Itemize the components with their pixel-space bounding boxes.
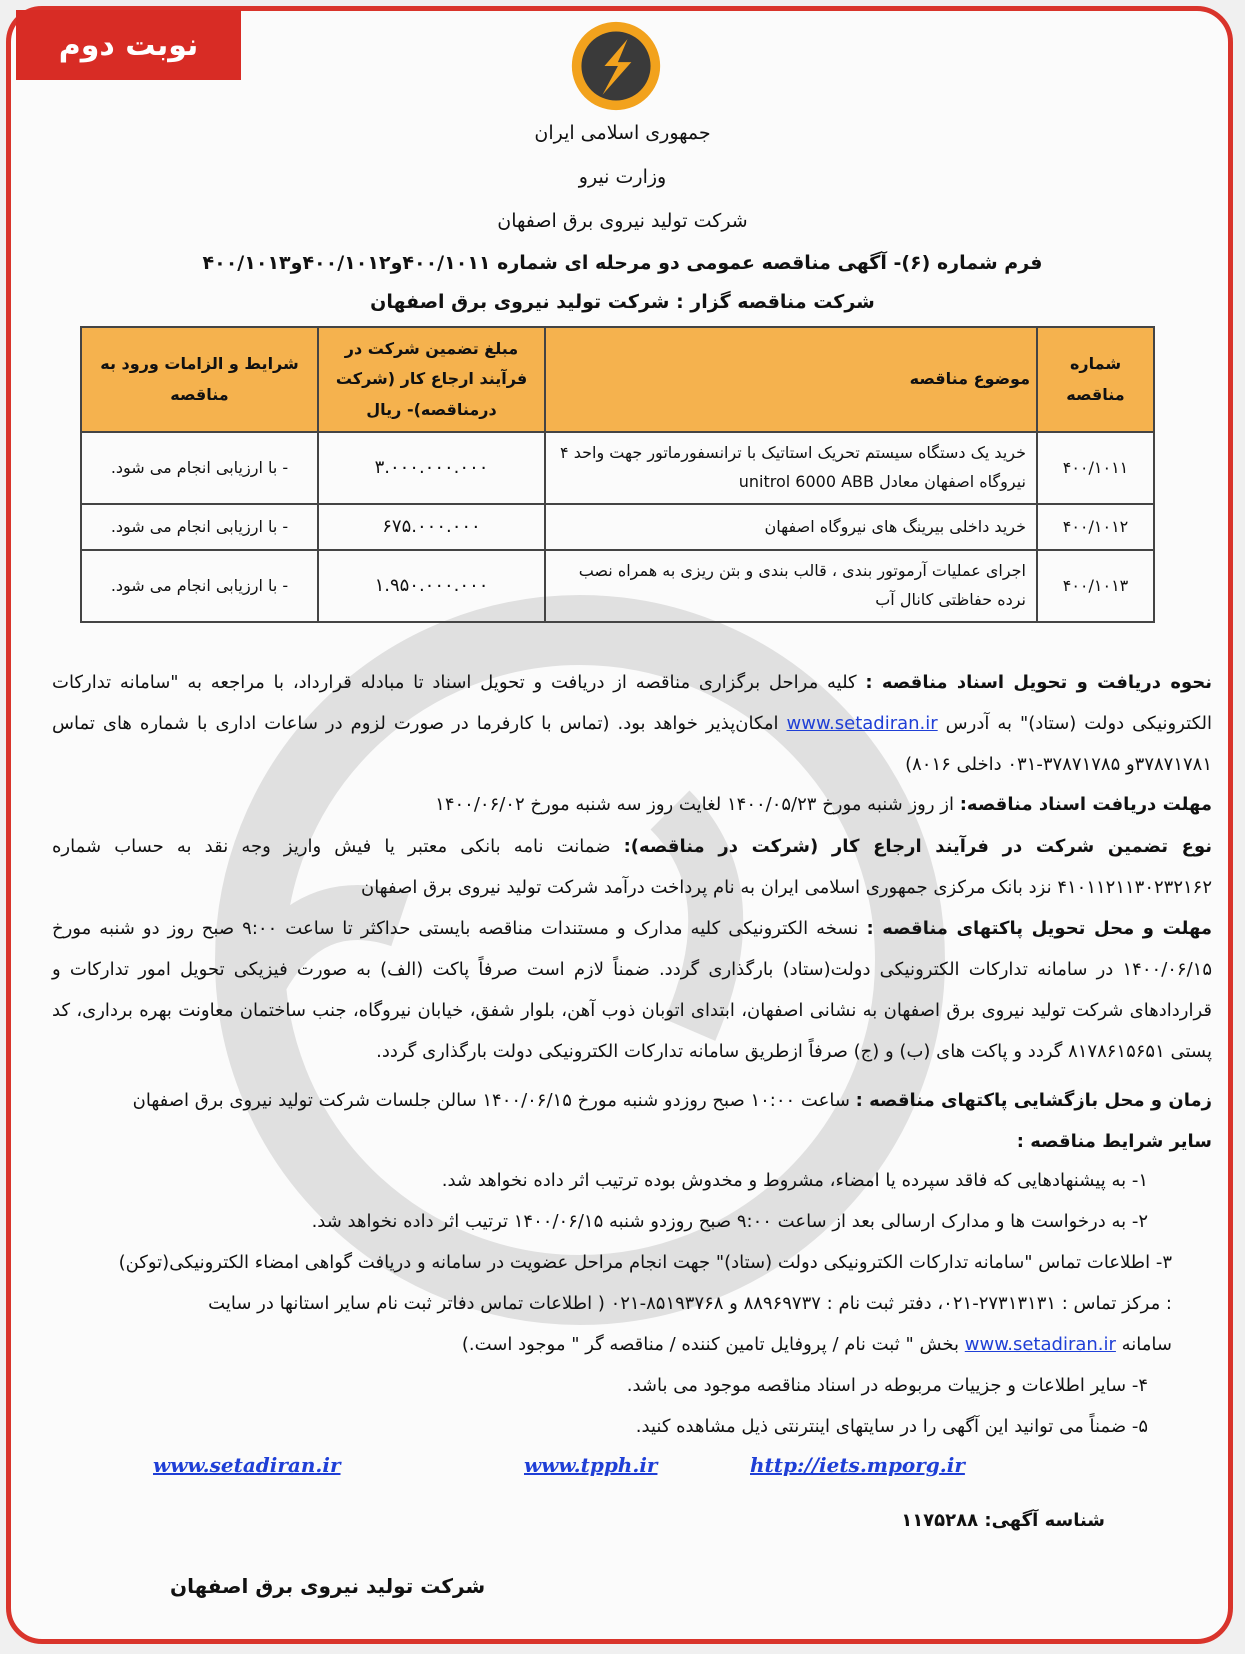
list-item: ۲- به درخواست ها و مدارک ارسالی بعد از ساعت ۹:۰۰ صبح روزدو شنبه ۱۴۰۰/۰۶/۱۵ ترتیب اثر داده نخواهد شد.: [311, 1211, 1148, 1232]
opening-paragraph: [52, 1080, 1212, 1162]
list-item: ۳- اطلاعات تماس "سامانه تدارکات الکترونیکی دولت (ستاد)" جهت انجام مراحل عضویت در سامانه و دریافت گواهی امضاء الکترونیکی(توکن): [118, 1252, 1172, 1273]
list-item: ۴- سایر اطلاعات و جزییات مربوطه در اسناد مناقصه موجود می باشد.: [626, 1375, 1148, 1396]
signature: شرکت تولید نیروی برق اصفهان: [170, 1574, 486, 1598]
tender-subject: خرید یک دستگاه سیستم تحریک استاتیک با ترانسفورماتور جهت واحد ۴ نیروگاه اصفهان معادل unitrol 6000 ABB: [545, 432, 1037, 504]
tender-conditions: - با ارزیابی انجام می شود.: [81, 550, 318, 622]
paragraph-text: ضمانت نامه بانکی معتبر یا فیش واریز وجه نقد به حساب شماره ۴۱۰۱۱۲۱۱۳۰۲۳۲۱۶۲ نزد بانک مرکزی جمهوری اسلامی ایران به نام پرداخت درآمد شرکت تولید نیروی برق اصفهان: [52, 836, 1212, 898]
ad-id: شناسه آگهی: ۱۱۷۵۲۸۸: [901, 1510, 1105, 1531]
table-row: [81, 504, 1154, 550]
link-tpph[interactable]: www.tpph.ir: [524, 1453, 658, 1477]
header-company: شرکت تولید نیروی برق اصفهان: [497, 210, 748, 232]
paragraph-label: مهلت دریافت اسناد مناقصه:: [959, 794, 1212, 815]
tender-amount: ۳.۰۰۰.۰۰۰.۰۰۰: [318, 432, 545, 504]
tender-conditions: - با ارزیابی انجام می شود.: [81, 504, 318, 550]
tender-number: ۴۰۰/۱۰۱۱: [1037, 432, 1154, 504]
document-receipt-paragraph: [52, 662, 1212, 785]
list-item: ۵- ضمناً می توانید این آگهی را در سایتهای اینترنتی ذیل مشاهده کنید.: [635, 1416, 1148, 1437]
setadiran-link[interactable]: www.setadiran.ir: [964, 1334, 1116, 1355]
tender-subject: اجرای عملیات آرموتور بندی ، قالب بندی و بتن ریزی به همراه نصب نرده حفاظتی کانال آب: [545, 550, 1037, 622]
link-iets[interactable]: http://iets.mporg.ir: [750, 1453, 965, 1477]
tender-conditions: - با ارزیابی انجام می شود.: [81, 432, 318, 504]
list-text: بخش " ثبت نام / پروفایل تامین کننده / مناقصه گر " موجود است.): [461, 1334, 965, 1355]
list-item-continuation: [52, 1324, 1172, 1365]
table-row: [81, 432, 1154, 504]
link-setadiran[interactable]: www.setadiran.ir: [153, 1453, 341, 1477]
list-item-continuation: : مرکز تماس : ۲۷۳۱۳۱۳۱-۰۲۱، دفتر ثبت نام : ۸۸۹۶۹۷۳۷ و ۸۵۱۹۳۷۶۸-۰۲۱ ( اطلاعات تماس دفاتر ثبت نام سایر استانها در سایت: [208, 1293, 1172, 1314]
header-conditions: شرایط و الزامات ورود به مناقصه: [81, 327, 318, 432]
guarantee-type-paragraph: [52, 826, 1212, 908]
table-row: [81, 550, 1154, 622]
paragraph-label: نوع تضمین شرکت در فرآیند ارجاع کار (شرکت در مناقصه):: [623, 836, 1212, 857]
paragraph-label: زمان و محل بازگشایی پاکتهای مناقصه :: [855, 1090, 1212, 1111]
tenders-table: [80, 326, 1155, 623]
list-item: ۱- به پیشنهادهایی که فاقد سپرده یا امضاء، مشروط و مخدوش بوده ترتیب اثر داده نخواهد شد.: [441, 1170, 1148, 1191]
tender-amount: ۶۷۵.۰۰۰.۰۰۰: [318, 504, 545, 550]
envelope-delivery-paragraph: [52, 908, 1212, 1072]
organizer-line: شرکت مناقصه گزار : شرکت تولید نیروی برق اصفهان: [370, 291, 875, 313]
paragraph-text: نسخه الکترونیکی کلیه مدارک و مستندات مناقصه بایستی حداکثر تا ساعت ۹:۰۰ صبح روز دو شنبه مورخ ۱۴۰۰/۰۶/۱۵ در سامانه تدارکات الکترونیکی دولت(ستاد) بارگذاری گردد. ضمناً لازم است صرفاً پاکت (الف) به صورت فیزیکی تحویل امور تدارکات و قراردادهای شرکت تولید نیروی برق اصفهان به نشانی اصفهان، ابتدای اتوبان ذوب آهن، بلوار شفق، خیابان نیروگاه، جنب ساختمان معاونت بهره برداری، کد پستی ۸۱۷۸۶۱۵۶۵۱ گردد و پاکت های (ب) و (ج) صرفاً ازطریق سامانه تدارکات الکترونیکی دولت بارگذاری گردد.: [52, 918, 1212, 1062]
header-country: جمهوری اسلامی ایران: [534, 122, 711, 144]
tender-amount: ۱.۹۵۰.۰۰۰.۰۰۰: [318, 550, 545, 622]
conditions-list: [52, 1160, 1172, 1447]
header-guarantee-amount: مبلغ تضمین شرکت در فرآیند ارجاع کار (شرکت درمناقصه)- ریال: [318, 327, 545, 432]
paragraph-text: کلیه مراحل برگزاری مناقصه از دریافت و تحویل اسناد تا مبادله قرارداد، با مراجعه به "سامانه تدارکات الکترونیکی دولت (ستاد)" به آدرس: [52, 672, 1212, 734]
paragraph-text: ساعت ۱۰:۰۰ صبح روزدو شنبه مورخ ۱۴۰۰/۰۶/۱۵ سالن جلسات شرکت تولید نیروی برق اصفهان: [132, 1090, 856, 1111]
document-deadline-paragraph: [52, 784, 1212, 825]
header-tender-number: شماره مناقصه: [1037, 327, 1154, 432]
other-conditions-title: سایر شرایط مناقصه :: [1016, 1131, 1212, 1152]
setadiran-link[interactable]: www.setadiran.ir: [786, 713, 938, 734]
tender-subject: خرید داخلی بیرینگ های نیروگاه اصفهان: [545, 504, 1037, 550]
tender-number: ۴۰۰/۱۰۱۲: [1037, 504, 1154, 550]
paragraph-label: نحوه دریافت و تحویل اسناد مناقصه :: [865, 672, 1212, 693]
form-title: فرم شماره (۶)- آگهی مناقصه عمومی دو مرحله ای شماره ۴۰۰/۱۰۱۱و۴۰۰/۱۰۱۲و۴۰۰/۱۰۱۳: [202, 252, 1043, 274]
tender-number: ۴۰۰/۱۰۱۳: [1037, 550, 1154, 622]
company-logo-icon: [568, 18, 664, 114]
paragraph-text: امکان‌پذیر خواهد بود. (تماس با کارفرما در صورت لزوم در ساعات اداری با شماره های تماس ۳۷۸۷۱۷۸۱و ۳۷۸۷۱۷۸۵-۰۳۱ داخلی ۸۰۱۶): [52, 713, 1212, 775]
header-ministry: وزارت نیرو: [578, 166, 667, 188]
table-header-row: [81, 327, 1154, 432]
header-subject: موضوع مناقصه: [545, 327, 1037, 432]
list-text: سامانه: [1115, 1334, 1172, 1355]
paragraph-label: مهلت و محل تحویل پاکتهای مناقصه :: [866, 918, 1212, 939]
publication-badge: نوبت دوم: [16, 10, 241, 80]
paragraph-text: از روز شنبه مورخ ۱۴۰۰/۰۵/۲۳ لغایت روز سه شنبه مورخ ۱۴۰۰/۰۶/۰۲: [435, 794, 960, 815]
